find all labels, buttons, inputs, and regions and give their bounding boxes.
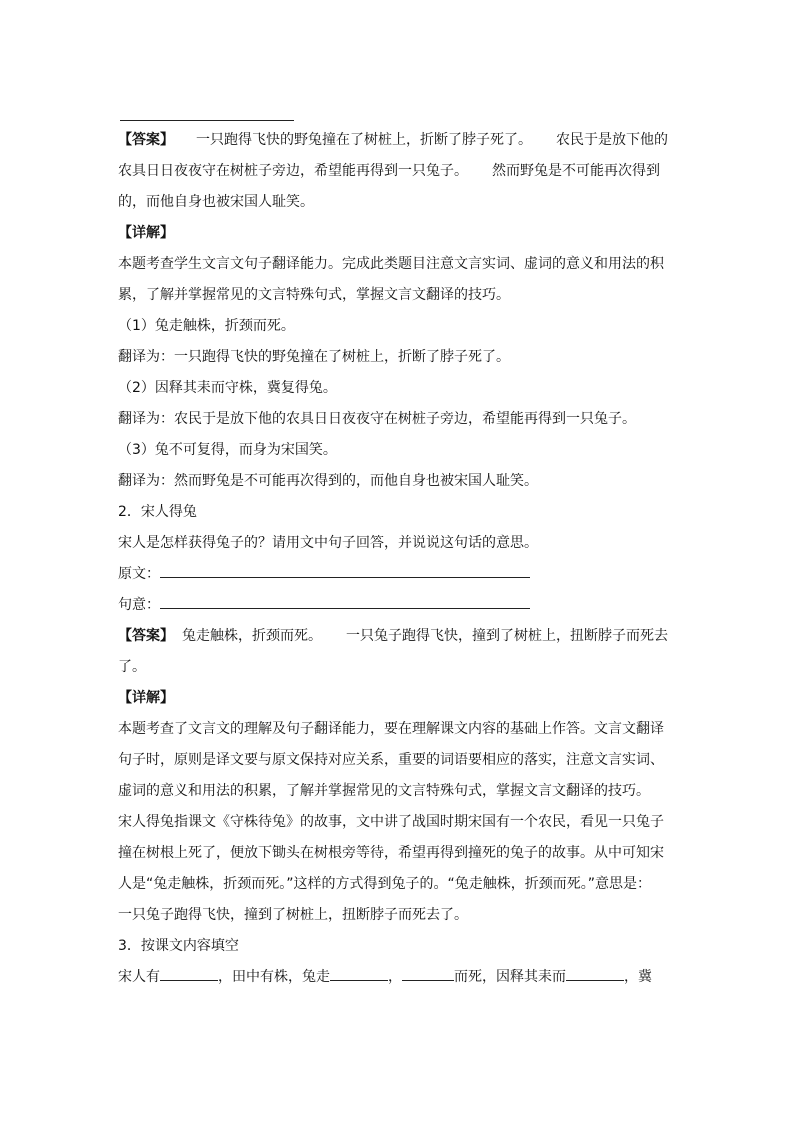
answer-part: 一只跑得飞快的野兔撞在了树桩上，折断了脖子死了。 (196, 132, 532, 148)
question-2-original-row (118, 564, 670, 584)
detail-1-item-2-orig: （2）因释其耒而守株，冀复得兔。 (118, 380, 337, 396)
content (118, 130, 670, 998)
answer-2-line-1 (118, 626, 670, 646)
detail-1-intro-1: 本题考查学生文言文句子翻译能力。完成此类题目注意文言实词、虚词的意义和用法的积 (118, 256, 664, 272)
detail-label: 【详解】 (118, 225, 174, 241)
detail-2-line-5: 撞在树根上死了，便放下锄头在树根旁等待，希望再得到撞死的兔子的故事。从中可知宋 (118, 845, 664, 861)
detail-label: 【详解】 (118, 690, 174, 706)
detail-1-intro-2: 累，了解并掌握常见的文言特殊句式，掌握文言文翻译的技巧。 (118, 287, 510, 303)
answer-part: 然而野兔是不可能再次得到 (492, 163, 660, 179)
detail-1-item-1-trans: 翻译为：一只跑得飞快的野兔撞在了树桩上，折断了脖子死了。 (118, 349, 510, 365)
top-divider (120, 120, 294, 121)
question-2-prompt: 宋人是怎样获得兔子的？请用文中句子回答，并说说这句话的意思。 (118, 535, 538, 551)
detail-2-line-2: 句子时，原则是译文要与原文保持对应关系，重要的词语要相应的落实，注意文言实词、 (118, 752, 664, 768)
answer-1-line-3 (118, 192, 670, 212)
fill-blank-3[interactable] (402, 967, 454, 981)
answer-part: 一只兔子跑得飞快，撞到了树桩上，扭断脖子而死去 (346, 628, 668, 644)
detail-2-line-4: 宋人得兔指课文《守株待兔》的故事，文中讲了战国时期宋国有一个农民，看见一只兔子 (118, 814, 664, 830)
fill-blank-2[interactable] (330, 967, 388, 981)
answer-part: 农具日日夜夜守在树桩子旁边，希望能再得到一只兔子。 (118, 163, 468, 179)
detail-2-line-1: 本题考查了文言文的理解及句子翻译能力，要在理解课文内容的基础上作答。文言文翻译 (118, 721, 664, 737)
answer-label: 【答案】 (118, 132, 174, 148)
answer-label: 【答案】 (118, 628, 174, 644)
detail-1-item-1-orig: （1）兔走触株，折颈而死。 (118, 318, 295, 334)
answer-part: 兔走触株，折颈而死。 (182, 628, 322, 644)
original-answer-blank[interactable] (160, 564, 530, 578)
detail-1-item-2-trans: 翻译为：农民于是放下他的农具日日夜夜守在树桩子旁边，希望能再得到一只兔子。 (118, 411, 636, 427)
question-3-fill-row: 宋人有 ，田中有株，兔走 ， 而死，因释其耒而 ，冀 (118, 969, 652, 985)
answer-part: 了。 (118, 659, 146, 675)
detail-2-line-6: 人是“兔走触株，折颈而死。”这样的方式得到兔子的。“兔走触株，折颈而死。”意思是： (118, 876, 652, 892)
detail-2-line-3: 虚词的意义和用法的积累，了解并掌握常见的文言特殊句式，掌握文言文翻译的技巧。 (118, 783, 650, 799)
detail-1-label (118, 223, 670, 243)
answer-1-line-1 (118, 130, 670, 150)
meaning-answer-blank[interactable] (160, 595, 530, 609)
question-2-meaning-row (118, 595, 670, 615)
question-3-title: 3．按课文内容填空 (118, 938, 239, 954)
fill-blank-1[interactable] (160, 967, 218, 981)
detail-1-item-3-orig: （3）兔不可复得，而身为宋国笑。 (118, 442, 337, 458)
answer-2-line-2 (118, 657, 670, 677)
fill-blank-4[interactable] (566, 967, 624, 981)
detail-2-line-7: 一只兔子跑得飞快，撞到了树桩上，扭断脖子而死去了。 (118, 907, 468, 923)
answer-part: 农民于是放下他的 (556, 132, 668, 148)
detail-2-label (118, 688, 670, 708)
answer-1-line-2 (118, 161, 670, 181)
original-label: 原文： (118, 566, 160, 582)
question-2-title: 2．宋人得兔 (118, 504, 197, 520)
detail-1-item-3-trans: 翻译为：然而野兔是不可能再次得到的，而他自身也被宋国人耻笑。 (118, 473, 538, 489)
meaning-label: 句意： (118, 597, 160, 613)
answer-part: 的，而他自身也被宋国人耻笑。 (118, 194, 314, 210)
